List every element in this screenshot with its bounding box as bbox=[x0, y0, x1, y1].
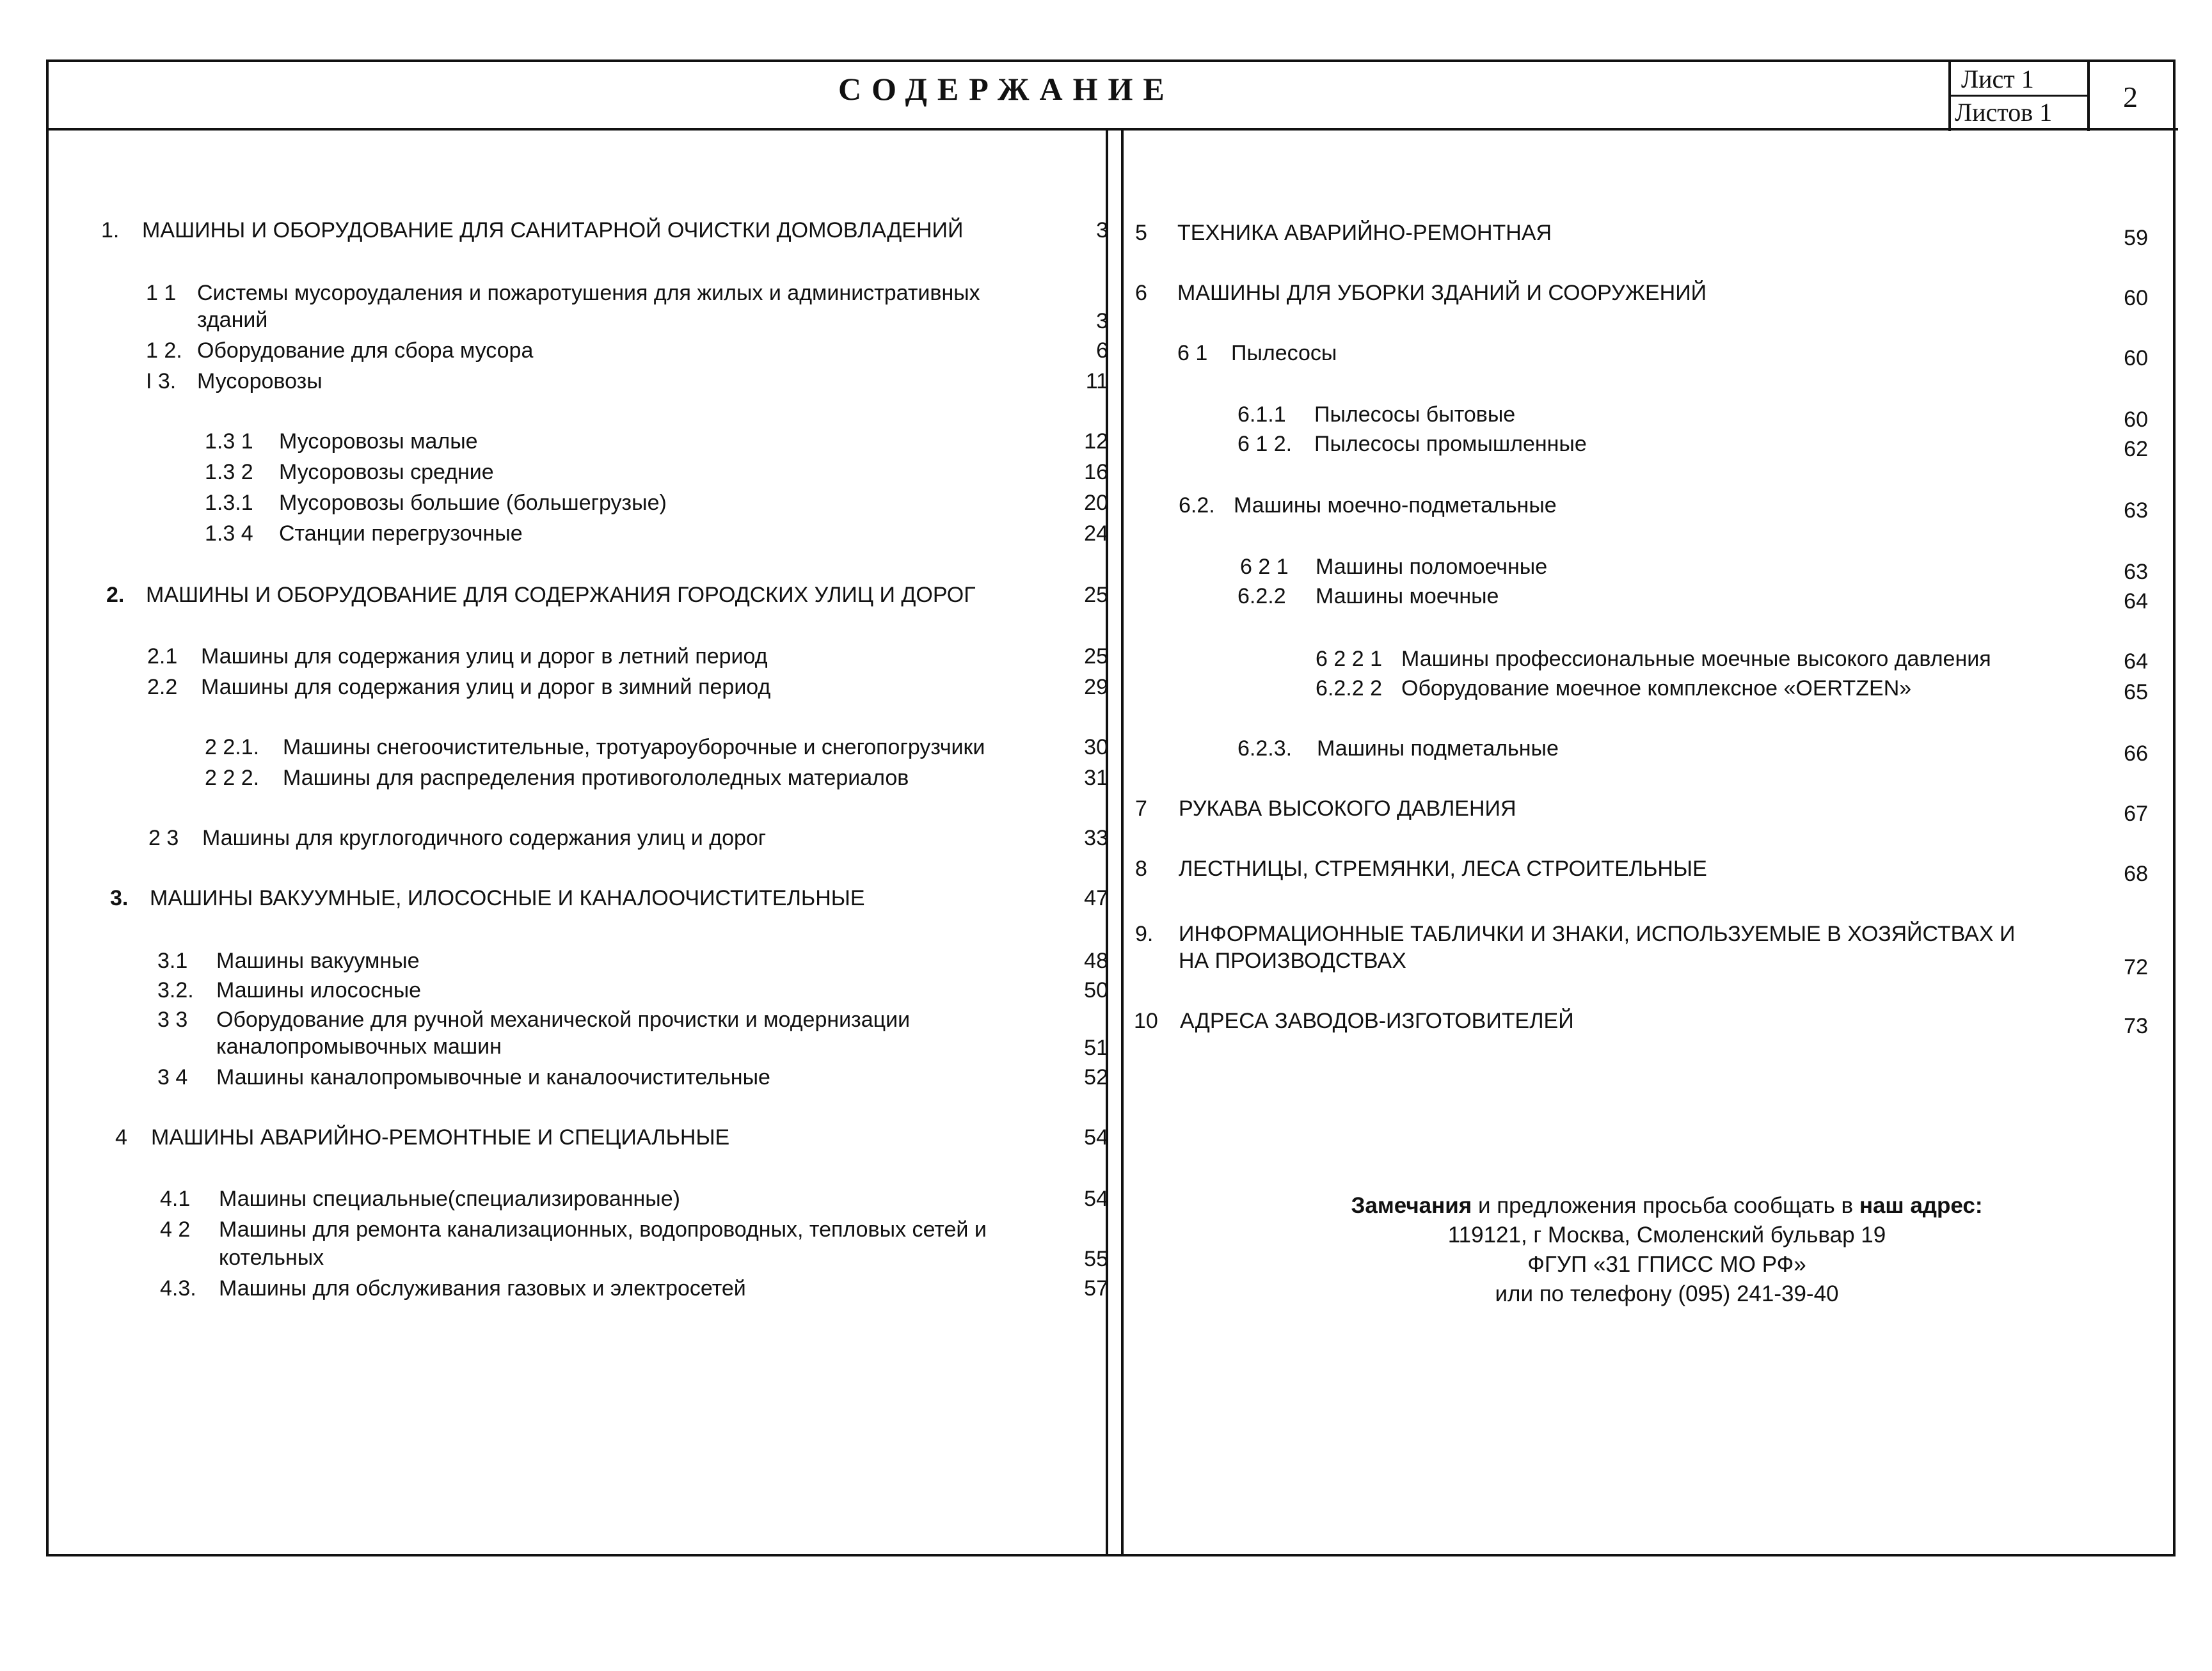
toc-entry-number: 3.2. bbox=[157, 978, 194, 1002]
toc-entry-page: 67 bbox=[2124, 802, 2148, 826]
toc-entry-number: 6 2 1 bbox=[1240, 555, 1289, 579]
toc-entry-number: 8 bbox=[1135, 857, 1147, 881]
toc-entry-page: 65 bbox=[2124, 680, 2148, 704]
toc-entry-text: АДРЕСА ЗАВОДОВ-ИЗГОТОВИТЕЛЕЙ bbox=[1180, 1009, 1574, 1033]
toc-entry-number: 4.3. bbox=[160, 1276, 196, 1301]
toc-entry-number: 1. bbox=[101, 218, 120, 242]
toc-entry-number: 2 2 2. bbox=[205, 766, 260, 790]
toc-entry-text: Пылесосы bbox=[1231, 341, 1337, 365]
column-divider-right bbox=[1121, 129, 1124, 1556]
toc-entry-text: Машины для круглогодичного содержания улиц и дорог bbox=[202, 826, 767, 850]
toc-entry-page: 63 bbox=[2124, 560, 2148, 584]
toc-entry-number: 3. bbox=[110, 886, 129, 910]
toc-entry-text: Оборудование моечное комплексное «OERTZEN» bbox=[1401, 676, 1912, 701]
toc-entry-text: Машины илососные bbox=[216, 978, 422, 1002]
toc-entry-page: 33 bbox=[1084, 826, 1108, 850]
toc-entry-page: 73 bbox=[2124, 1014, 2148, 1038]
page-number: 2 bbox=[2123, 81, 2138, 113]
toc-entry-number: 10 bbox=[1134, 1009, 1158, 1033]
toc-entry-text: ИНФОРМАЦИОННЫЕ ТАБЛИЧКИ И ЗНАКИ, ИСПОЛЬЗУЕМЫЕ В ХОЗЯЙСТВАХ И bbox=[1179, 922, 2016, 946]
toc-entry-number: 6.2.2 2 bbox=[1316, 676, 1382, 701]
toc-entry-page: 64 bbox=[2124, 649, 2148, 674]
toc-entry-page: 47 bbox=[1084, 886, 1108, 910]
toc-entry-text: МАШИНЫ АВАРИЙНО-РЕМОНТНЫЕ И СПЕЦИАЛЬНЫЕ bbox=[151, 1125, 730, 1150]
note-line-1 bbox=[1203, 1191, 2131, 1221]
note-line-1-text: и предложения просьба сообщать в bbox=[1472, 1193, 1859, 1218]
toc-entry-page: 48 bbox=[1084, 949, 1108, 973]
toc-entry-number: 3 4 bbox=[157, 1065, 188, 1089]
toc-entry-text: Машины поломоечные bbox=[1316, 555, 1548, 579]
header-box-hline bbox=[1948, 95, 2089, 97]
toc-entry-text: Системы мусороудаления и пожаротушения для жилых и административных bbox=[197, 281, 980, 305]
toc-entry-page: 55 bbox=[1084, 1247, 1108, 1271]
toc-entry-page: 60 bbox=[2124, 408, 2148, 432]
toc-entry-text: Машины профессиональные моечные высокого давления bbox=[1401, 647, 1991, 671]
toc-entry-text: Оборудование для ручной механической прочистки и модернизации bbox=[216, 1008, 911, 1032]
toc-entry-number: 2 3 bbox=[148, 826, 179, 850]
header-divider bbox=[47, 128, 2178, 131]
toc-entry-page: 60 bbox=[2124, 286, 2148, 310]
toc-entry-page: 12 bbox=[1084, 429, 1108, 454]
note-remarks-label: Замечания bbox=[1351, 1193, 1472, 1218]
toc-entry-text: Машины подметальные bbox=[1317, 736, 1559, 761]
toc-entry-number: 9. bbox=[1135, 922, 1154, 946]
toc-entry-text: Машины для распределения противогололедных материалов bbox=[283, 766, 909, 790]
toc-entry-text: МАШИНЫ ВАКУУМНЫЕ, ИЛОСОСНЫЕ И КАНАЛООЧИСТИТЕЛЬНЫЕ bbox=[150, 886, 865, 910]
toc-entry-number: 2.1 bbox=[147, 644, 178, 669]
toc-entry-number: 2 2.1. bbox=[205, 735, 260, 759]
toc-entry-page: 20 bbox=[1084, 491, 1108, 515]
toc-entry-page: 16 bbox=[1084, 460, 1108, 484]
toc-entry-text-cont: НА ПРОИЗВОДСТВАХ bbox=[1179, 949, 1406, 973]
toc-entry-number: 4.1 bbox=[160, 1187, 191, 1211]
toc-entry-text-cont: зданий bbox=[197, 308, 268, 332]
page-title: СОДЕРЖАНИЕ bbox=[838, 71, 1175, 107]
toc-entry-page: 57 bbox=[1084, 1276, 1108, 1301]
toc-entry-page: 51 bbox=[1084, 1036, 1108, 1060]
toc-entry-page: 52 bbox=[1084, 1065, 1108, 1089]
toc-entry-text: ЛЕСТНИЦЫ, СТРЕМЯНКИ, ЛЕСА СТРОИТЕЛЬНЫЕ bbox=[1179, 857, 1707, 881]
toc-entry-number: I 3. bbox=[146, 369, 177, 393]
toc-entry-number: 7 bbox=[1135, 796, 1147, 821]
toc-entry-page: 63 bbox=[2124, 498, 2148, 523]
toc-entry-page: 29 bbox=[1084, 675, 1108, 699]
toc-entry-number: 2. bbox=[106, 583, 125, 607]
toc-entry-number: 6.2.3. bbox=[1237, 736, 1293, 761]
toc-entry-number: 2.2 bbox=[147, 675, 178, 699]
toc-entry-text: Пылесосы промышленные bbox=[1314, 432, 1587, 456]
toc-entry-number: 1.3 4 bbox=[205, 521, 253, 546]
toc-entry-page: 50 bbox=[1084, 978, 1108, 1002]
toc-entry-number: 6 2 2 1 bbox=[1316, 647, 1382, 671]
toc-entry-text: Мусоровозы большие (большегрузые) bbox=[279, 491, 667, 515]
toc-entry-page: 54 bbox=[1084, 1187, 1108, 1211]
toc-entry-page: 54 bbox=[1084, 1125, 1108, 1150]
toc-entry-page: 25 bbox=[1084, 644, 1108, 669]
toc-entry-number: 3.1 bbox=[157, 949, 188, 973]
feedback-note bbox=[1203, 1191, 2131, 1309]
toc-entry-text: Оборудование для сбора мусора bbox=[197, 338, 534, 363]
note-address: 119121, г Москва, Смоленский бульвар 19 bbox=[1447, 1223, 1886, 1247]
toc-entry-number: 6 1 bbox=[1177, 341, 1208, 365]
toc-entry-page: 30 bbox=[1084, 735, 1108, 759]
sheets-count-label: Листов 1 bbox=[1955, 98, 2053, 127]
toc-entry-text: Машины снегоочистительные, тротуароуборочные и снегопогрузчики bbox=[283, 735, 985, 759]
toc-entry-text: Станции перегрузочные bbox=[279, 521, 523, 546]
toc-entry-number: 4 bbox=[115, 1125, 127, 1150]
toc-entry-number: 1.3 1 bbox=[205, 429, 253, 454]
toc-entry-text: Машины моечные bbox=[1316, 584, 1499, 608]
toc-entry-text: Мусоровозы малые bbox=[279, 429, 478, 454]
toc-entry-number: 1.3.1 bbox=[205, 491, 253, 515]
toc-entry-page: 60 bbox=[2124, 346, 2148, 370]
toc-entry-page: 25 bbox=[1084, 583, 1108, 607]
note-phone: или по телефону (095) 241-39-40 bbox=[1495, 1281, 1839, 1306]
toc-entry-number: 3 3 bbox=[157, 1008, 188, 1032]
toc-entry-page: 66 bbox=[2124, 741, 2148, 766]
toc-entry-text: МАШИНЫ И ОБОРУДОВАНИЕ ДЛЯ СОДЕРЖАНИЯ ГОРОДСКИХ УЛИЦ И ДОРОГ bbox=[146, 583, 976, 607]
toc-entry-page: 64 bbox=[2124, 589, 2148, 614]
toc-entry-text: Машины для содержания улиц и дорог в летний период bbox=[201, 644, 768, 669]
toc-entry-text: МАШИНЫ ДЛЯ УБОРКИ ЗДАНИЙ И СООРУЖЕНИЙ bbox=[1177, 281, 1707, 305]
toc-entry-page: 3 bbox=[1096, 218, 1108, 242]
toc-entry-page: 24 bbox=[1084, 521, 1108, 546]
toc-entry-text: Пылесосы бытовые bbox=[1314, 402, 1516, 427]
toc-entry-text: ТЕХНИКА АВАРИЙНО-РЕМОНТНАЯ bbox=[1177, 221, 1552, 245]
toc-entry-text: РУКАВА ВЫСОКОГО ДАВЛЕНИЯ bbox=[1179, 796, 1516, 821]
toc-entry-text: Машины моечно-подметальные bbox=[1234, 493, 1557, 518]
toc-entry-text: Машины для содержания улиц и дорог в зимний период bbox=[201, 675, 771, 699]
toc-entry-number: 1.3 2 bbox=[205, 460, 253, 484]
toc-entry-page: 59 bbox=[2124, 226, 2148, 250]
toc-entry-text: Машины каналопромывочные и каналоочистительные bbox=[216, 1065, 770, 1089]
toc-entry-number: 4 2 bbox=[160, 1217, 191, 1242]
toc-entry-page: 6 bbox=[1096, 338, 1108, 363]
toc-entry-text: Машины специальные(специализированные) bbox=[219, 1187, 680, 1211]
sheet-label: Лист 1 bbox=[1961, 65, 2034, 93]
toc-entry-number: 1 2. bbox=[146, 338, 182, 363]
toc-entry-page: 3 bbox=[1096, 309, 1108, 333]
toc-entry-number: 6.1.1 bbox=[1237, 402, 1286, 427]
toc-entry-text-cont: каналопромывочных машин bbox=[216, 1034, 502, 1059]
note-address-label: наш адрес: bbox=[1859, 1193, 1983, 1218]
toc-entry-text: Мусоровозы средние bbox=[279, 460, 494, 484]
toc-entry-text: Машины вакуумные bbox=[216, 949, 420, 973]
toc-entry-page: 11 bbox=[1085, 369, 1108, 393]
toc-entry-page: 72 bbox=[2124, 955, 2148, 979]
toc-entry-number: 6.2. bbox=[1179, 493, 1215, 518]
toc-entry-number: 5 bbox=[1135, 221, 1147, 245]
toc-entry-number: 6.2.2 bbox=[1237, 584, 1286, 608]
toc-entry-text: Машины для обслуживания газовых и электросетей bbox=[219, 1276, 746, 1301]
toc-entry-text: МАШИНЫ И ОБОРУДОВАНИЕ ДЛЯ САНИТАРНОЙ ОЧИСТКИ ДОМОВЛАДЕНИЙ bbox=[142, 218, 964, 242]
toc-entry-page: 31 bbox=[1084, 766, 1108, 790]
toc-entry-page: 68 bbox=[2124, 862, 2148, 886]
toc-entry-number: 6 bbox=[1135, 281, 1147, 305]
toc-entry-page: 62 bbox=[2124, 437, 2148, 461]
toc-entry-text: Машины для ремонта канализационных, водопроводных, тепловых сетей и bbox=[219, 1217, 987, 1242]
toc-entry-text-cont: котельных bbox=[219, 1246, 324, 1270]
toc-entry-number: 1 1 bbox=[146, 281, 177, 305]
toc-entry-text: Мусоровозы bbox=[197, 369, 322, 393]
note-organization: ФГУП «31 ГПИСС МО РФ» bbox=[1527, 1252, 1806, 1277]
toc-entry-number: 6 1 2. bbox=[1237, 432, 1293, 456]
